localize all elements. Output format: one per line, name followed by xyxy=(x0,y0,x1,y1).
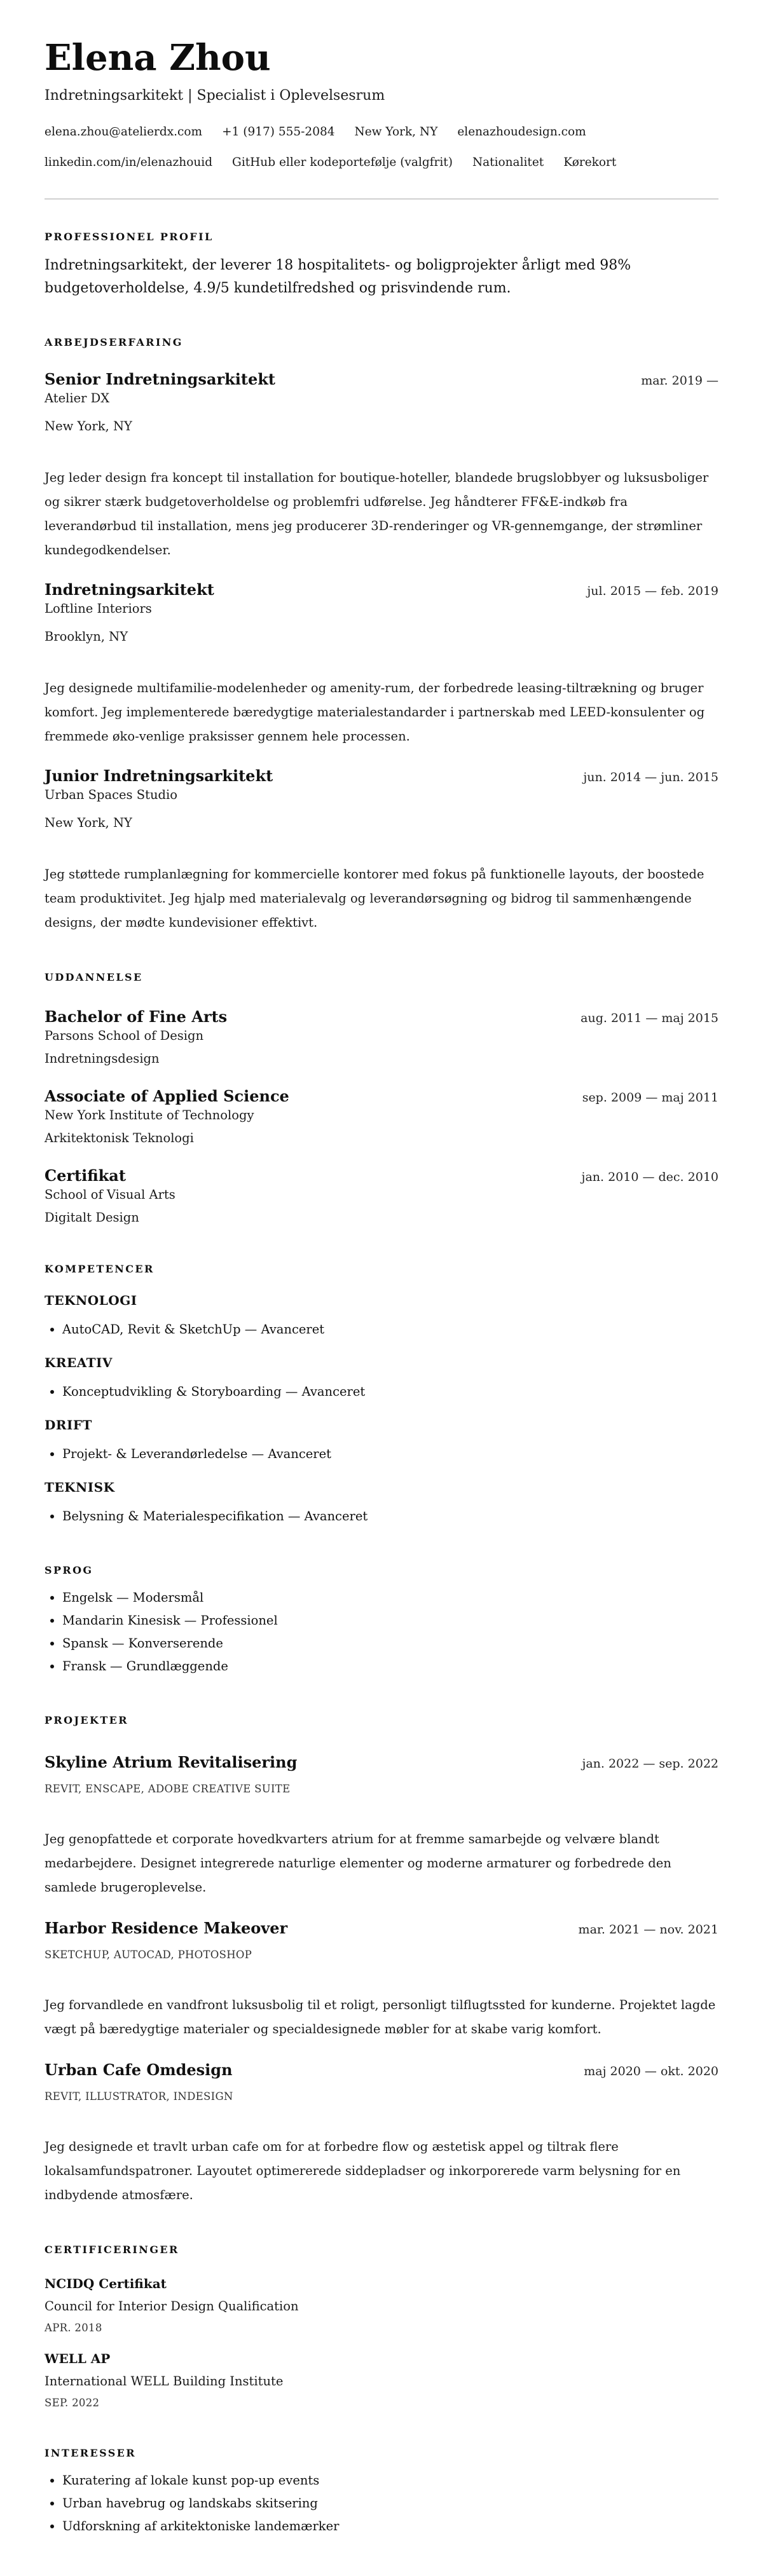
section-heading-profile: PROFESSIONEL PROFIL xyxy=(45,231,214,243)
interest-item: • Urban havebrug og landskabs skitsering xyxy=(62,2492,718,2515)
skill-item: • AutoCAD, Revit & SketchUp — Avanceret xyxy=(62,1318,718,1341)
education-date: sep. 2009 — maj 2011 xyxy=(582,1091,718,1105)
job-company: Loftline Interiors xyxy=(45,601,152,616)
degree-title: Certifikat xyxy=(45,1166,126,1185)
job-entry xyxy=(45,370,718,562)
skill-group-title: TEKNOLOGI xyxy=(45,1293,137,1308)
job-entry xyxy=(45,580,718,749)
language-item: • Mandarin Kinesisk — Professionel xyxy=(62,1609,718,1632)
project-description: Jeg designede et travlt urban cafe om for at forbedre flow og æstetisk appel og tiltrak flere lokalsamfundspatroner. Layoutet optimererede siddepladser og inkorporerede varm belysning for en indbydende atmosfære. xyxy=(45,2139,681,2202)
job-date: jun. 2014 — jun. 2015 xyxy=(583,770,718,784)
language-item: • Engelsk — Modersmål xyxy=(62,1586,718,1609)
interests-section xyxy=(45,2446,718,2538)
project-entry xyxy=(45,1919,718,2041)
skill-item: • Konceptudvikling & Storyboarding — Avanceret xyxy=(62,1380,718,1403)
skill-group xyxy=(45,1291,718,1341)
certification-issuer: Council for Interior Design Qualification xyxy=(45,2299,299,2314)
contact-linkedin[interactable]: linkedin.com/in/elenazhouid xyxy=(45,156,213,169)
skill-group xyxy=(45,1478,718,1528)
section-heading-education: UDDANNELSE xyxy=(45,971,143,983)
project-description: Jeg forvandlede en vandfront luksusbolig til et roligt, personligt tilflugtssted for kunderne. Projektet lagde vægt på bæredygtige materialer og specialdesignede møbler for at skabe varig komfort. xyxy=(45,1998,716,2036)
languages-section xyxy=(45,1564,718,1678)
project-tools: REVIT, ILLUSTRATOR, INDESIGN xyxy=(45,2090,233,2102)
profile-section xyxy=(45,230,718,300)
skill-item: • Belysning & Materialespecifikation — Avanceret xyxy=(62,1505,718,1528)
skill-item: • Projekt- & Leverandørledelse — Avanceret xyxy=(62,1443,718,1466)
education-entry xyxy=(45,1087,718,1147)
field-of-study: Arkitektonisk Teknologi xyxy=(45,1131,194,1145)
certification-entry xyxy=(45,2275,718,2336)
job-company: Atelier DX xyxy=(45,391,110,405)
job-company: Urban Spaces Studio xyxy=(45,787,177,802)
project-title: Urban Cafe Omdesign xyxy=(45,2061,233,2079)
education-date: aug. 2011 — maj 2015 xyxy=(581,1011,718,1025)
section-heading-certifications: CERTIFICERINGER xyxy=(45,2244,179,2256)
language-list xyxy=(45,1586,718,1678)
job-description: Jeg designede multifamilie-modelenheder og amenity-rum, der forbedrede leasing-tiltrækning og bruger komfort. Jeg implementerede bæredygtige materialestandarder i partnerskab med LEED-konsulenter og fremmede øko-venlige praksisser gennem hele processen. xyxy=(45,681,705,744)
contact-email[interactable]: elena.zhou@atelierdx.com xyxy=(45,125,203,139)
contact-row-primary xyxy=(45,124,718,140)
project-description: Jeg genopfattede et corporate hovedkvarters atrium for at fremme samarbejde og velvære blandt medarbejdere. Designet integrerede naturlige elementer og moderne armaturer og forbedrede den samlede brugeroplevelse. xyxy=(45,1832,671,1895)
education-section xyxy=(45,971,718,1227)
language-item: • Fransk — Grundlæggende xyxy=(62,1655,718,1678)
experience-section xyxy=(45,336,718,935)
contact-github[interactable]: GitHub eller kodeportefølje (valgfrit) xyxy=(232,156,453,169)
project-tools: REVIT, ENSCAPE, ADOBE CREATIVE SUITE xyxy=(45,1783,291,1795)
interest-list xyxy=(45,2469,718,2538)
school-name: School of Visual Arts xyxy=(45,1187,175,1202)
project-date: mar. 2021 — nov. 2021 xyxy=(578,1923,718,1937)
project-date: jan. 2022 — sep. 2022 xyxy=(582,1757,718,1771)
field-of-study: Indretningsdesign xyxy=(45,1051,160,1066)
certification-date: APR. 2018 xyxy=(45,2322,102,2334)
project-title: Skyline Atrium Revitalisering xyxy=(45,1753,298,1771)
contact-nationality: Nationalitet xyxy=(472,156,544,169)
certifications-section xyxy=(45,2243,718,2411)
school-name: New York Institute of Technology xyxy=(45,1108,254,1122)
contact-phone[interactable]: +1 (917) 555-2084 xyxy=(222,125,335,139)
degree-title: Bachelor of Fine Arts xyxy=(45,1007,228,1026)
skill-list xyxy=(45,1380,718,1403)
project-tools: SKETCHUP, AUTOCAD, PHOTOSHOP xyxy=(45,1949,252,1961)
section-heading-languages: SPROG xyxy=(45,1564,93,1576)
certification-date: SEP. 2022 xyxy=(45,2397,100,2409)
education-entry xyxy=(45,1166,718,1227)
header-divider xyxy=(45,198,718,200)
resume-header xyxy=(45,37,718,171)
profile-summary: Indretningsarkitekt, der leverer 18 hospitalitets- og boligprojekter årligt med 98% budgetoverholdelse, 4.9/5 kundetilfredshed og prisvindende rum. xyxy=(45,257,631,296)
project-entry xyxy=(45,1753,718,1900)
job-location: New York, NY xyxy=(45,815,132,830)
job-title: Indretningsarkitekt xyxy=(45,580,214,599)
section-heading-interests: INTERESSER xyxy=(45,2447,136,2459)
skill-group xyxy=(45,1416,718,1466)
job-description: Jeg leder design fra koncept til installation for boutique-hoteller, blandede brugslobbyer og luksusboliger og sikrer stærk budgetoverholdelse og problemfri udførelse. Jeg håndterer FF&E-indkøb fra leverandørbud til installation, mens jeg producerer 3D-renderinger og VR-gennemgange, der strømliner kundegodkendelser. xyxy=(45,470,709,557)
job-title: Junior Indretningsarkitekt xyxy=(45,767,273,785)
projects-section xyxy=(45,1714,718,2207)
interest-item: • Kuratering af lokale kunst pop-up events xyxy=(62,2469,718,2492)
job-location: New York, NY xyxy=(45,419,132,433)
job-description: Jeg støttede rumplanlægning for kommercielle kontorer med fokus på funktionelle layouts, der boostede team produktivitet. Jeg hjalp med materialevalg og leverandørsøgning og bidrog til sammenhængende designs, der mødte kundevisioner effektivt. xyxy=(45,867,705,930)
job-date: mar. 2019 — xyxy=(641,374,718,388)
candidate-name: Elena Zhou xyxy=(45,37,271,79)
field-of-study: Digitalt Design xyxy=(45,1210,139,1225)
language-item: • Spansk — Konverserende xyxy=(62,1632,718,1655)
job-date: jul. 2015 — feb. 2019 xyxy=(587,584,718,598)
skill-group xyxy=(45,1354,718,1403)
section-heading-projects: PROJEKTER xyxy=(45,1714,128,1726)
job-location: Brooklyn, NY xyxy=(45,629,128,644)
section-heading-experience: ARBEJDSERFARING xyxy=(45,336,183,348)
section-heading-skills: KOMPETENCER xyxy=(45,1263,155,1275)
contact-drivers-license: Kørekort xyxy=(563,156,617,169)
project-entry xyxy=(45,2061,718,2207)
candidate-headline: Indretningsarkitekt | Specialist i Oplevelsesrum xyxy=(45,88,385,104)
project-date: maj 2020 — okt. 2020 xyxy=(584,2064,718,2078)
education-entry xyxy=(45,1007,718,1068)
certification-title: NCIDQ Certifikat xyxy=(45,2276,167,2291)
skill-group-title: TEKNISK xyxy=(45,1480,115,1495)
certification-issuer: International WELL Building Institute xyxy=(45,2374,284,2389)
skill-list xyxy=(45,1443,718,1466)
degree-title: Associate of Applied Science xyxy=(45,1087,289,1105)
job-title: Senior Indretningsarkitekt xyxy=(45,370,275,388)
contact-location: New York, NY xyxy=(354,125,438,139)
education-date: jan. 2010 — dec. 2010 xyxy=(581,1170,718,1184)
skill-list xyxy=(45,1318,718,1341)
interest-item: • Udforskning af arkitektoniske landemærker xyxy=(62,2515,718,2538)
certification-entry xyxy=(45,2350,718,2411)
certification-title: WELL AP xyxy=(45,2351,111,2366)
skill-group-title: DRIFT xyxy=(45,1417,92,1433)
skills-section xyxy=(45,1262,718,1528)
job-entry xyxy=(45,767,718,935)
contact-row-secondary xyxy=(45,154,718,171)
skill-list xyxy=(45,1505,718,1528)
project-title: Harbor Residence Makeover xyxy=(45,1919,288,1937)
skill-group-title: KREATIV xyxy=(45,1355,113,1370)
contact-website[interactable]: elenazhoudesign.com xyxy=(457,125,586,139)
school-name: Parsons School of Design xyxy=(45,1028,204,1043)
